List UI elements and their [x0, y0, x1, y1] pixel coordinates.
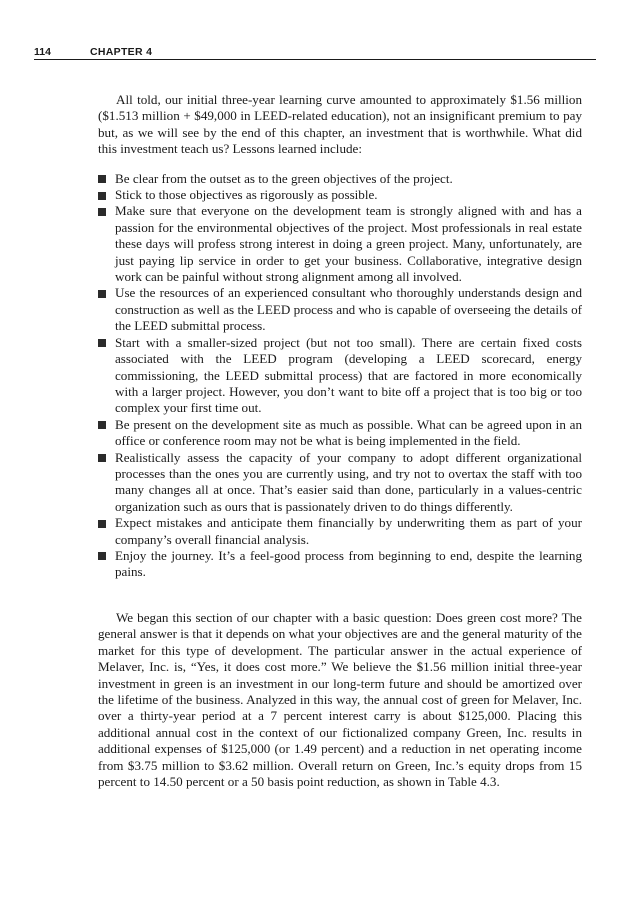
lesson-text: Stick to those objectives as rigorously as possible.: [115, 187, 378, 203]
list-item: [98, 171, 582, 187]
list-item: [98, 285, 582, 334]
square-bullet-icon: [98, 175, 106, 183]
list-item: [98, 515, 582, 548]
list-item: [98, 203, 582, 285]
lesson-text: Realistically assess the capacity of your company to adopt different organizational processes than the ones you are currently using, and try not to overtax the staff with too many changes all at once. That’s easier said than done, particularly in a values-centric organization such as ours that is passionately driven to do things differently.: [115, 449, 582, 514]
square-bullet-icon: [98, 421, 106, 429]
list-item: [98, 187, 582, 203]
square-bullet-icon: [98, 339, 106, 347]
list-item: [98, 548, 582, 581]
chapter-label: CHAPTER 4: [90, 46, 153, 58]
list-item: [98, 335, 582, 417]
lesson-text: Use the resources of an experienced consultant who thoroughly understands design and construction as well as the LEED process and who is capable of overseeing the details of the LEED submittal process.: [115, 285, 582, 334]
closing-paragraph: We began this section of our chapter with a basic question: Does green cost more? The general answer is that it depends on what your objectives are and the general maturity of the market for this type of development. The particular answer in the actual experience of Melaver, Inc. is, “Yes, it does cost more.” We believe the $1.56 million initial three-year investment in green is an investment in our long-term future and should be amortized over the lifetime of the business. Analyzed in this way, the annual cost of green for Melaver, Inc. over a thirty-year period at a 7 percent interest carry is about $125,000. Placing this additional annual cost in the context of our fictionalized company Green, Inc. results in additional expenses of $125,000 (or 1.49 percent) and a reduction in net operating income from $3.75 million to $3.62 million. Overall return on Green, Inc.’s equity drops from 15 percent to 14.50 percent or a 50 basis point reduction, as shown in Table 4.3.: [98, 610, 582, 790]
intro-paragraph: All told, our initial three-year learning curve amounted to approximately $1.56 million ($1.513 million + $49,000 in LEED-related education), not an insignificant premium to pay but, as we will see by the end of this chapter, an investment that is worthwhile. What did this investment teach us? Lessons learned include:: [98, 92, 582, 157]
lesson-text: Make sure that everyone on the development team is strongly aligned with and has a passion for the environmental objectives of the project. Most professionals in real estate these days will profess strong interest in doing a green project. Many, unfortunately, are just paying lip service in order to get your business. Collaborative, integrative design work can be painful without strong alignment among all involved.: [115, 203, 582, 285]
square-bullet-icon: [98, 290, 106, 298]
lessons-list: [98, 171, 582, 581]
page-number: 114: [34, 46, 51, 58]
square-bullet-icon: [98, 454, 106, 462]
body-text: [98, 92, 582, 581]
lesson-text: Expect mistakes and anticipate them financially by underwriting them as part of your company’s overall financial analysis.: [115, 515, 582, 547]
lesson-text: Be present on the development site as much as possible. What can be agreed upon in an office or conference room may not be what is being implemented in the field.: [115, 416, 582, 449]
square-bullet-icon: [98, 208, 106, 216]
list-item: [98, 417, 582, 450]
square-bullet-icon: [98, 520, 106, 528]
square-bullet-icon: [98, 552, 106, 560]
header-rule: [34, 59, 596, 60]
lesson-text: Be clear from the outset as to the green objectives of the project.: [115, 170, 453, 186]
list-item: [98, 450, 582, 516]
lesson-text: Enjoy the journey. It’s a feel-good process from beginning to end, despite the learning pains.: [115, 547, 582, 580]
square-bullet-icon: [98, 192, 106, 200]
lesson-text: Start with a smaller-sized project (but not too small). There are certain fixed costs associated with the LEED program (developing a LEED scorecard, energy commissioning, the LEED submittal process) that are factored in more economically with a larger project. However, you don’t want to bite off a project that is too big or too complex your first time out.: [115, 334, 582, 416]
